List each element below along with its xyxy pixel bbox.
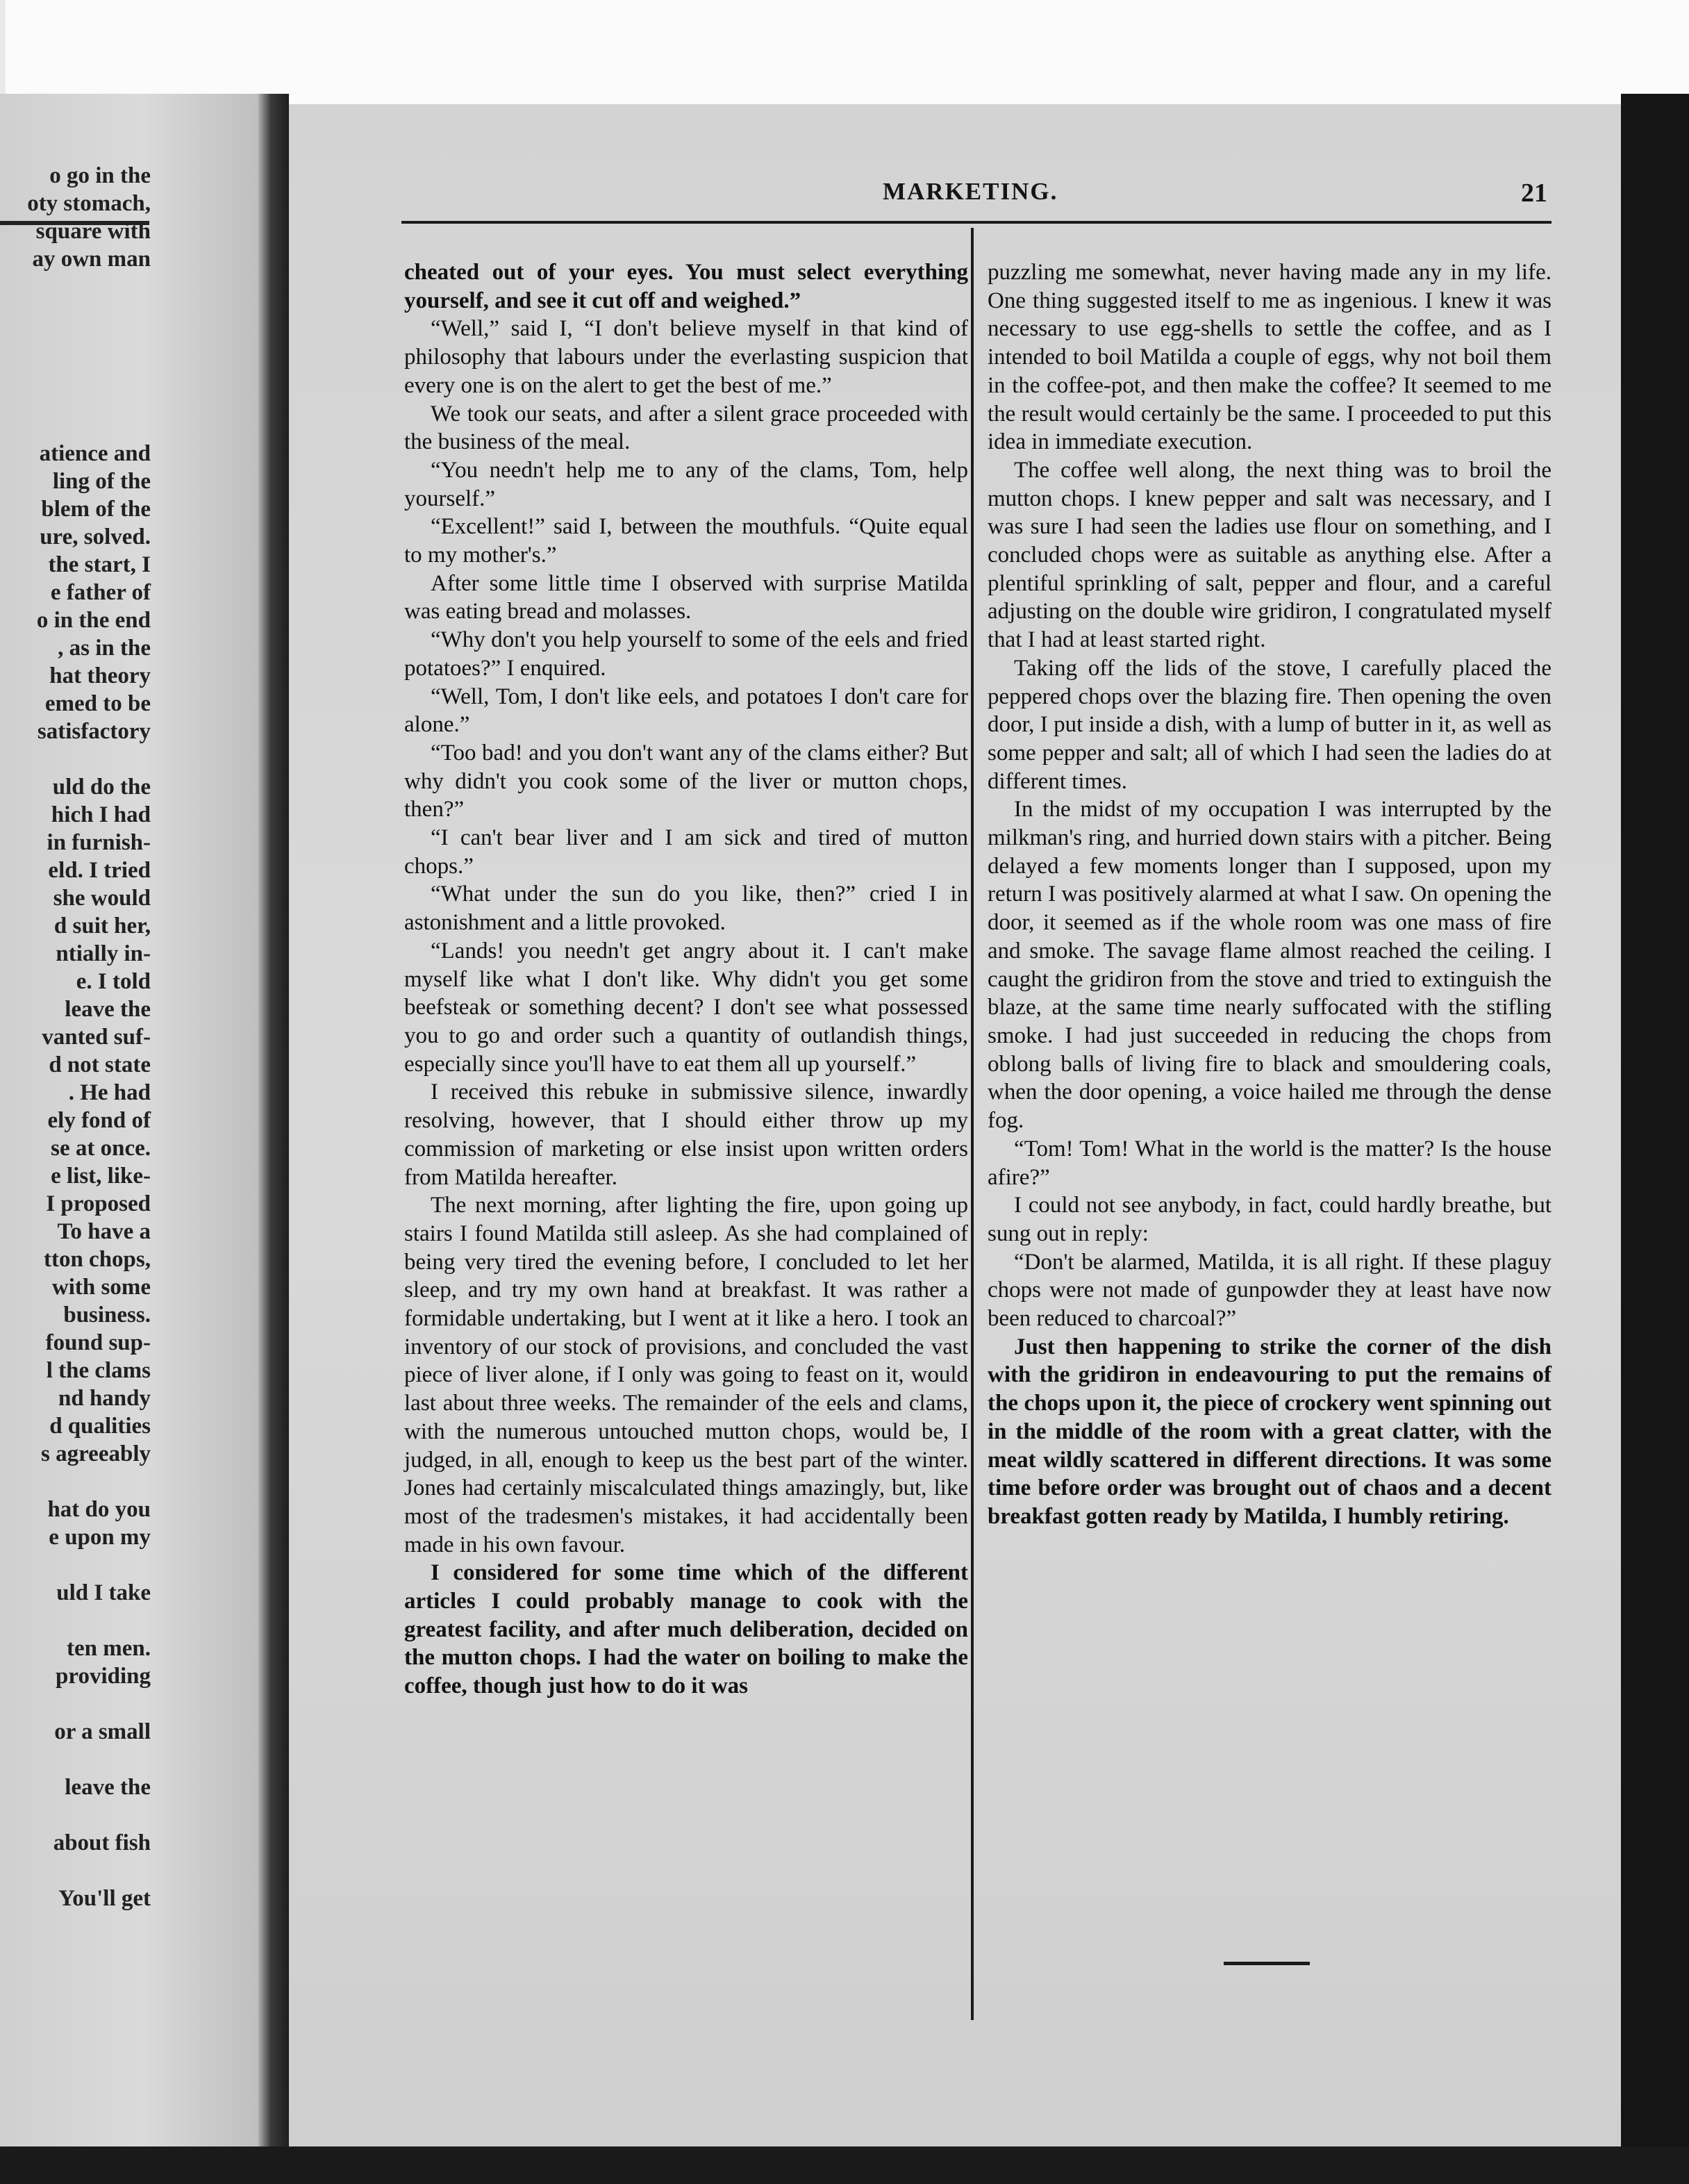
page-number: 21 xyxy=(1521,179,1547,208)
paragraph: “Excellent!” said I, between the mouthfuls. “Quite equal to my mother's.” xyxy=(404,514,968,568)
film-bottom-border xyxy=(0,2146,1689,2184)
paragraph: After some little time I observed with surprise Matilda was eating bread and molasses. xyxy=(404,570,968,624)
facing-page-line: leave the xyxy=(65,1775,151,1800)
facing-page-line: e list, like- xyxy=(51,1164,151,1189)
facing-page-line: leave the xyxy=(65,997,151,1022)
paragraph: “Why don't you help yourself to some of the eels and fried potatoes?” I enquired. xyxy=(404,627,968,681)
header-rule xyxy=(401,221,1551,224)
paragraph: “Don't be alarmed, Matilda, it is all right. If these plaguy chops were not made of gunpowder they at least have now been reduced to charcoal?” xyxy=(988,1249,1551,1332)
facing-page-line: o go in the xyxy=(49,163,151,188)
facing-page-line: hat theory xyxy=(49,663,151,688)
facing-page-line: ay own man xyxy=(32,247,151,272)
facing-page-line: ely fond of xyxy=(47,1108,151,1133)
article-column-right xyxy=(988,258,1551,1531)
paragraph: puzzling me somewhat, never having made any in my life. One thing suggested itself to me as ingenious. I knew it was necessary to use egg-shells to settle the coffee, and as I intended to boil Matilda a couple of eggs, why not boil them in the coffee-pot, and then make the coffee? It seemed to me the result would certainly be the same. I proceeded to put this idea in immediate execution. xyxy=(988,260,1551,455)
facing-page-line: d suit her, xyxy=(53,913,151,938)
facing-page-line: vanted suf- xyxy=(42,1025,151,1050)
paragraph: cheated out of your eyes. You must select everything yourself, and see it cut off and weighed.” xyxy=(404,260,968,313)
facing-page-line: To have a xyxy=(57,1219,151,1244)
facing-page-line: ure, solved. xyxy=(40,524,151,549)
paragraph: We took our seats, and after a silent grace proceeded with the business of the meal. xyxy=(404,401,968,455)
scan-edge xyxy=(1621,94,1689,2146)
facing-page-line: You'll get xyxy=(58,1886,151,1911)
facing-page-line: atience and xyxy=(39,441,151,466)
facing-page-line: providing xyxy=(56,1664,151,1689)
facing-page-line: eld. I tried xyxy=(48,858,151,883)
facing-page-line: d not state xyxy=(49,1052,151,1077)
facing-page-line: square with xyxy=(35,219,151,244)
paragraph: “I can't bear liver and I am sick and tired of mutton chops.” xyxy=(404,825,968,879)
facing-page-line: emed to be xyxy=(44,691,151,716)
facing-page-line: ten men. xyxy=(67,1636,151,1661)
facing-page-line: about fish xyxy=(53,1830,151,1855)
paragraph: Just then happening to strike the corner of the dish with the gridiron in endeavouring to put the remains of the chops upon it, the piece of crockery went spinning out in the middle of the room with a great clatter, with the meat wildly scattered in different directions. It was some time before order was brought out of chaos and a decent breakfast gotten ready by Matilda, I humbly retiring. xyxy=(988,1334,1551,1529)
facing-page-line: the start, I xyxy=(48,552,151,577)
facing-page-line: , as in the xyxy=(58,636,151,661)
paragraph: The next morning, after lighting the fire, upon going up stairs I found Matilda still asleep. As she had complained of being very tired the evening before, I concluded to let her sleep, and try my own hand at breakfast. It was rather a formidable undertaking, but I went at it like a hero. I took an inventory of our stock of provisions, and concluded the vast piece of liver alone, if I only was going to feast on it, would last about three weeks. The remainder of the eels and clams, with the numerous untouched mutton chops, would be, I judged, in all, enough to keep us the best part of the winter. Jones had certainly miscalculated things amazingly, but, like most of the tradesmen's mistakes, it had accidentally been made in his own favour. xyxy=(404,1193,968,1557)
facing-page-line: se at once. xyxy=(51,1136,151,1161)
facing-page-line: . He had xyxy=(68,1080,151,1105)
facing-page-line: e father of xyxy=(50,580,151,605)
paragraph: I considered for some time which of the different articles I could probably manage to cook with the greatest facility, and after much deliberation, decided on the mutton chops. I had the water on boiling to make the coffee, though just how to do it was xyxy=(404,1560,968,1699)
facing-page-line: ling of the xyxy=(52,469,151,494)
facing-page-line: oty stomach, xyxy=(27,191,151,216)
facing-page-line: tton chops, xyxy=(43,1247,151,1272)
facing-page-line: e upon my xyxy=(49,1525,151,1550)
facing-page-line: in furnish- xyxy=(47,830,151,855)
facing-page-line: l the clams xyxy=(46,1358,151,1383)
column-divider xyxy=(971,228,974,2020)
paragraph: Taking off the lids of the stove, I carefully placed the peppered chops over the blazing fire. Then opening the oven door, I put inside a dish, with a lump of butter in it, as well as some pepper and salt; all of which I had seen the ladies do at different times. xyxy=(988,655,1551,794)
end-of-article-rule xyxy=(1224,1962,1310,1965)
facing-page-line: hich I had xyxy=(51,802,151,827)
paragraph: “Lands! you needn't get angry about it. I can't make myself like what I don't like. Why didn't you get some beefsteak or something decent? I don't see what possessed you to go and order such a quantity of outlandish things, especially since you'll have to eat them all up yourself.” xyxy=(404,938,968,1077)
facing-page-line: hat do you xyxy=(47,1497,151,1522)
facing-page-line: uld do the xyxy=(52,775,151,800)
facing-page-line: business. xyxy=(63,1302,151,1327)
facing-page-line: she would xyxy=(53,886,151,911)
facing-page-line: with some xyxy=(51,1275,151,1300)
running-head-title: MARKETING. xyxy=(883,178,1058,205)
paragraph: “Tom! Tom! What in the world is the matter? Is the house afire?” xyxy=(988,1136,1551,1190)
facing-page-line: e. I told xyxy=(76,969,151,994)
facing-page-line: I proposed xyxy=(46,1191,151,1216)
facing-page-line: nd handy xyxy=(58,1386,151,1411)
facing-page-line: uld I take xyxy=(56,1580,151,1605)
paragraph: The coffee well along, the next thing was to broil the mutton chops. I knew pepper and salt was necessary, and I was sure I had seen the ladies use flour on something, and I concluded chops were as suitable as anything else. After a plentiful sprinkling of salt, pepper and flour, and a careful adjusting on the double wire gridiron, I congratulated myself that I had at least started right. xyxy=(988,457,1551,653)
paragraph: In the midst of my occupation I was interrupted by the milkman's ring, and hurried down stairs with a pitcher. Being delayed a few moments longer than I supposed, upon my return I was positively alarmed at what I saw. On opening the door, it seemed as if the whole room was one mass of fire and smoke. The savage flame almost reached the ceiling. I caught the gridiron from the stove and tried to extinguish the blaze, at the same time nearly suffocated with the stifling smoke. I had just succeeded in reducing the chops from oblong balls of living fire to black and smouldering coals, when the door opening, a voice hailed me through the dense fog. xyxy=(988,797,1551,1134)
facing-page-line: blem of the xyxy=(41,497,151,522)
paragraph: “What under the sun do you like, then?” cried I in astonishment and a little provoked. xyxy=(404,882,968,936)
paragraph: “You needn't help me to any of the clams, Tom, help yourself.” xyxy=(404,457,968,511)
facing-page-line: found sup- xyxy=(45,1330,151,1355)
facing-page-line: satisfactory xyxy=(37,719,151,744)
book-gutter xyxy=(258,94,289,2146)
paragraph: “Well, Tom, I don't like eels, and potatoes I don't care for alone.” xyxy=(404,684,968,738)
facing-page-fragments xyxy=(0,94,258,2146)
facing-page-line: or a small xyxy=(54,1719,151,1744)
facing-page-line: o in the end xyxy=(36,608,151,633)
facing-page-left xyxy=(0,94,258,2146)
paragraph: I could not see anybody, in fact, could hardly breathe, but sung out in reply: xyxy=(988,1193,1551,1246)
facing-page-line: ntially in- xyxy=(56,941,151,966)
paragraph: “Too bad! and you don't want any of the clams either? But why didn't you cook some of the liver or mutton chops, then?” xyxy=(404,740,968,822)
paragraph: “Well,” said I, “I don't believe myself in that kind of philosophy that labours under the everlasting suspicion that every one is on the alert to get the best of me.” xyxy=(404,316,968,398)
article-column-left xyxy=(404,258,968,1701)
paragraph: I received this rebuke in submissive silence, inwardly resolving, however, that I should either throw up my commission of marketing or else insist upon written orders from Matilda hereafter. xyxy=(404,1079,968,1190)
facing-page-line: d qualities xyxy=(49,1414,151,1439)
facing-page-line: s agreeably xyxy=(41,1441,151,1466)
